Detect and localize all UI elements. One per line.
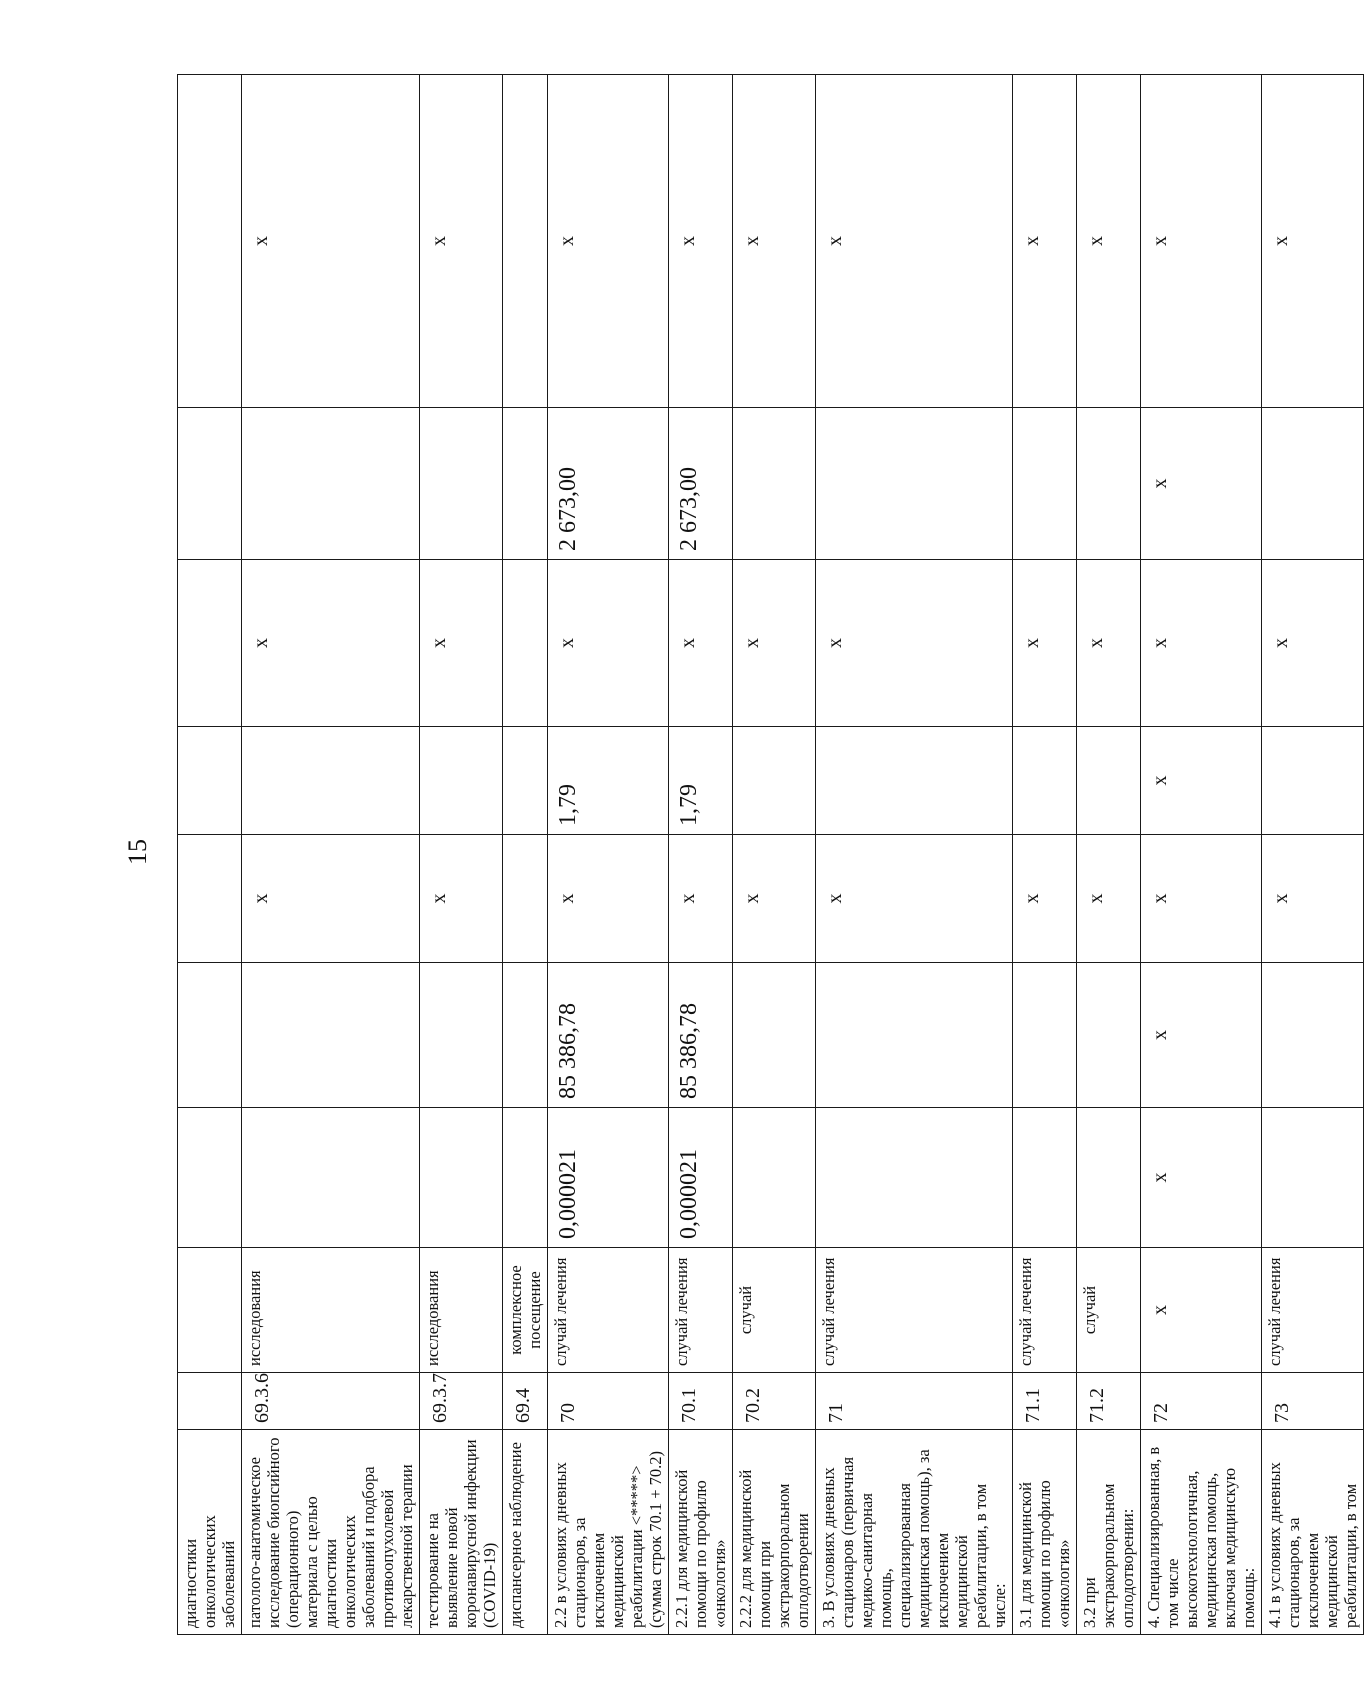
row-number-cell: 69.3.7 (420, 1373, 503, 1430)
col10-cell: х (669, 75, 733, 408)
row-number-cell: 71.2 (1077, 1373, 1141, 1430)
col7-cell (733, 727, 816, 835)
col6-cell: х (669, 835, 733, 963)
col9-cell (420, 408, 503, 560)
norm-cell (733, 1108, 816, 1248)
row-name-cell: 2.2.2 для медицинской помощи при экстракорпоральном оплодотворении (733, 1430, 816, 1635)
row-name-cell: 4. Специализированная, в том числе высокотехнологичная, медицинская помощь, включая медицинскую помощь: (1141, 1430, 1262, 1635)
unit-cell: случай лечения (1262, 1248, 1364, 1373)
norm-cell: 0,000021 (669, 1108, 733, 1248)
table-row (242, 75, 420, 1635)
norm-cell (1013, 1108, 1077, 1248)
col8-cell: х (669, 560, 733, 727)
row-number-cell: 71.1 (1013, 1373, 1077, 1430)
table-row (733, 75, 816, 1635)
col8-cell: х (1013, 560, 1077, 727)
row-number-cell: 73 (1262, 1373, 1364, 1430)
row-name-cell: тестирование на выявление новой коронавирусной инфекции (COVID-19) (420, 1430, 503, 1635)
unit-cell: случай лечения (1013, 1248, 1077, 1373)
row-number-cell: 72 (1141, 1373, 1262, 1430)
table-row (1141, 75, 1262, 1635)
row-name-cell: диагностики онкологических заболеваний (178, 1430, 242, 1635)
col6-cell: х (1262, 835, 1364, 963)
col7-cell (420, 727, 503, 835)
col9-cell (733, 408, 816, 560)
cost-cell (1262, 963, 1364, 1108)
page-number: 15 (123, 839, 152, 865)
table-row (420, 75, 503, 1635)
row-number-cell: 71 (816, 1373, 1013, 1430)
row-number-cell: 69.3.6 (242, 1373, 420, 1430)
col6-cell: х (1141, 835, 1262, 963)
col10-cell (178, 75, 242, 408)
unit-cell: случай лечения (669, 1248, 733, 1373)
col9-cell (503, 408, 548, 560)
col10-cell: х (1141, 75, 1262, 408)
col8-cell: х (1262, 560, 1364, 727)
col6-cell: х (420, 835, 503, 963)
col7-cell (242, 727, 420, 835)
unit-cell (178, 1248, 242, 1373)
col8-cell: х (1077, 560, 1141, 727)
row-name-cell: патолого-анатомическое исследование биопсийного (операционного) материала с целью диагностики онкологических заболеваний и подбора противоопухолевой лекарственной терапии (242, 1430, 420, 1635)
col7-cell (1077, 727, 1141, 835)
norm-cell (816, 1108, 1013, 1248)
col10-cell: х (733, 75, 816, 408)
table-row (1077, 75, 1141, 1635)
unit-cell: случай (1077, 1248, 1141, 1373)
cost-cell (420, 963, 503, 1108)
col8-cell (178, 560, 242, 727)
norm-cell: х (1141, 1108, 1262, 1248)
col10-cell: х (816, 75, 1013, 408)
row-name-cell: 2.2 в условиях дневных стационаров, за исключением медицинской реабилитации <*****> (сумма строк 70.1 + 70.2) (548, 1430, 669, 1635)
col10-cell: х (1262, 75, 1364, 408)
col7-cell: х (1141, 727, 1262, 835)
col8-cell (503, 560, 548, 727)
col6-cell: х (1077, 835, 1141, 963)
unit-cell: комплексное посещение (503, 1248, 548, 1373)
col9-cell: 2 673,00 (548, 408, 669, 560)
col8-cell: х (242, 560, 420, 727)
table-row (503, 75, 548, 1635)
cost-cell (816, 963, 1013, 1108)
col8-cell: х (816, 560, 1013, 727)
col6-cell (503, 835, 548, 963)
rotated-table-area (177, 75, 1360, 1635)
row-number-cell: 70.1 (669, 1373, 733, 1430)
col7-cell: 1,79 (548, 727, 669, 835)
col10-cell: х (242, 75, 420, 408)
unit-cell: исследования (242, 1248, 420, 1373)
data-table (177, 74, 1364, 1635)
row-name-cell: 3.1 для медицинской помощи по профилю «онкология» (1013, 1430, 1077, 1635)
col10-cell: х (1013, 75, 1077, 408)
norm-cell (420, 1108, 503, 1248)
unit-cell: х (1141, 1248, 1262, 1373)
col10-cell (503, 75, 548, 408)
row-number-cell: 70.2 (733, 1373, 816, 1430)
row-name-cell: 3. В условиях дневных стационаров (первичная медико-санитарная помощь, специализированная медицинская помощь), за исключением медицинской реабилитации, в том числе: (816, 1430, 1013, 1635)
cost-cell: 85 386,78 (669, 963, 733, 1108)
col6-cell: х (548, 835, 669, 963)
col9-cell (816, 408, 1013, 560)
col7-cell (503, 727, 548, 835)
table-row (1262, 75, 1364, 1635)
col7-cell (178, 727, 242, 835)
col6-cell: х (816, 835, 1013, 963)
table-row (669, 75, 733, 1635)
table-row (548, 75, 669, 1635)
row-name-cell: диспансерное наблюдение (503, 1430, 548, 1635)
row-number-cell: 69.4 (503, 1373, 548, 1430)
row-name-cell: 4.1 в условиях дневных стационаров, за исключением медицинской реабилитации, в том (1262, 1430, 1364, 1635)
cost-cell (242, 963, 420, 1108)
unit-cell: случай лечения (548, 1248, 669, 1373)
col7-cell (1262, 727, 1364, 835)
unit-cell: случай (733, 1248, 816, 1373)
row-number-cell: 70 (548, 1373, 669, 1430)
col8-cell: х (733, 560, 816, 727)
row-number-cell (178, 1373, 242, 1430)
col6-cell: х (242, 835, 420, 963)
col6-cell: х (1013, 835, 1077, 963)
unit-cell: исследования (420, 1248, 503, 1373)
col9-cell: 2 673,00 (669, 408, 733, 560)
row-name-cell: 3.2 при экстракорпоральном оплодотворении: (1077, 1430, 1141, 1635)
col9-cell (1013, 408, 1077, 560)
cost-cell (733, 963, 816, 1108)
col9-cell: х (1141, 408, 1262, 560)
col8-cell: х (548, 560, 669, 727)
col10-cell: х (420, 75, 503, 408)
col10-cell: х (1077, 75, 1141, 408)
norm-cell (178, 1108, 242, 1248)
col9-cell (1262, 408, 1364, 560)
cost-cell: 85 386,78 (548, 963, 669, 1108)
cost-cell (1077, 963, 1141, 1108)
table-row (178, 75, 242, 1635)
cost-cell (1013, 963, 1077, 1108)
col7-cell: 1,79 (669, 727, 733, 835)
row-name-cell: 2.2.1 для медицинской помощи по профилю «онкология» (669, 1430, 733, 1635)
col6-cell: х (733, 835, 816, 963)
norm-cell: 0,000021 (548, 1108, 669, 1248)
norm-cell (242, 1108, 420, 1248)
cost-cell: х (1141, 963, 1262, 1108)
col7-cell (816, 727, 1013, 835)
table-row (816, 75, 1013, 1635)
col9-cell (242, 408, 420, 560)
table-row (1013, 75, 1077, 1635)
col9-cell (1077, 408, 1141, 560)
col10-cell: х (548, 75, 669, 408)
norm-cell (1262, 1108, 1364, 1248)
cost-cell (503, 963, 548, 1108)
norm-cell (503, 1108, 548, 1248)
cost-cell (178, 963, 242, 1108)
col6-cell (178, 835, 242, 963)
col8-cell: х (1141, 560, 1262, 727)
unit-cell: случай лечения (816, 1248, 1013, 1373)
col9-cell (178, 408, 242, 560)
norm-cell (1077, 1108, 1141, 1248)
col7-cell (1013, 727, 1077, 835)
col8-cell: х (420, 560, 503, 727)
